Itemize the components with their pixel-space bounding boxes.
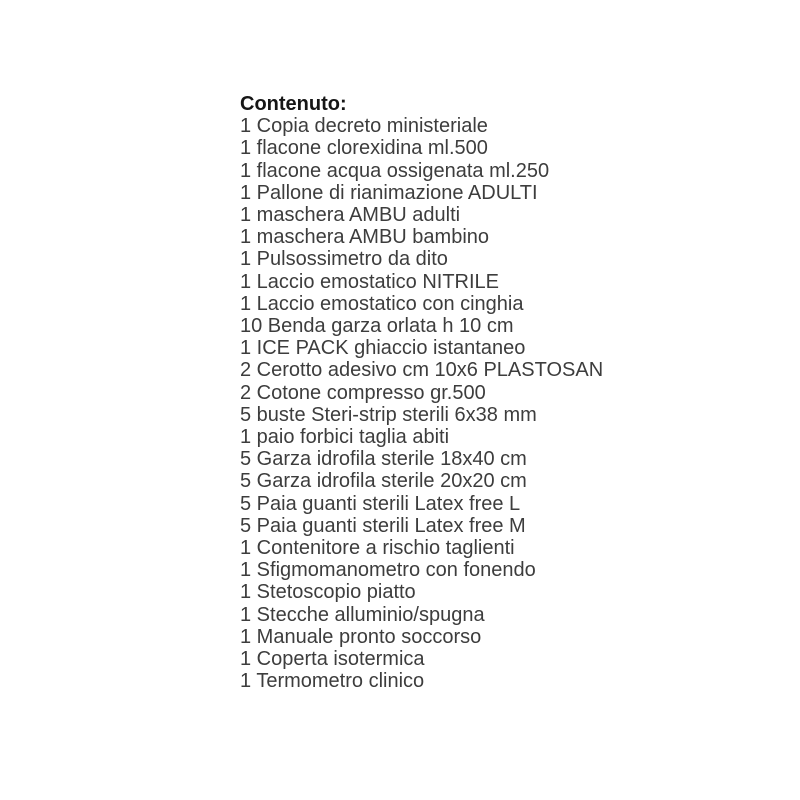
list-item: 5 Paia guanti sterili Latex free M [240, 514, 526, 537]
list-item: 5 Paia guanti sterili Latex free L [240, 492, 521, 515]
list-item: 1 Pallone di rianimazione ADULTI [240, 181, 538, 204]
contents-section [240, 93, 603, 692]
list-item: 1 Pulsossimetro da dito [240, 248, 448, 271]
list-item: 2 Cotone compresso gr.500 [240, 381, 486, 404]
list-item: 1 Manuale pronto soccorso [240, 625, 482, 648]
list-item: 1 Coperta isotermica [240, 648, 425, 671]
list-item: 1 Laccio emostatico NITRILE [240, 270, 499, 293]
list-item: 5 Garza idrofila sterile 20x20 cm [240, 470, 527, 493]
contents-list [240, 115, 603, 692]
list-item: 2 Cerotto adesivo cm 10x6 PLASTOSAN [240, 359, 604, 382]
list-item: 10 Benda garza orlata h 10 cm [240, 315, 514, 338]
list-item: 1 ICE PACK ghiaccio istantaneo [240, 337, 526, 360]
list-item: 1 maschera AMBU bambino [240, 226, 490, 249]
list-item: 1 Sfigmomanometro con fonendo [240, 559, 536, 582]
list-item: 1 paio forbici taglia abiti [240, 426, 450, 449]
list-item: 1 Stecche alluminio/spugna [240, 603, 485, 626]
list-item: 1 maschera AMBU adulti [240, 204, 461, 227]
list-item: 1 flacone acqua ossigenata ml.250 [240, 159, 550, 182]
list-item: 1 Stetoscopio piatto [240, 581, 416, 604]
list-item: 1 Contenitore a rischio taglienti [240, 537, 515, 560]
list-item: 1 Copia decreto ministeriale [240, 115, 488, 138]
list-item: 1 flacone clorexidina ml.500 [240, 137, 488, 160]
page-title: Contenuto: [240, 93, 347, 115]
list-item: 1 Laccio emostatico con cinghia [240, 292, 524, 315]
list-item: 5 Garza idrofila sterile 18x40 cm [240, 448, 527, 471]
list-item: 5 buste Steri-strip sterili 6x38 mm [240, 403, 537, 426]
list-item: 1 Termometro clinico [240, 670, 425, 693]
